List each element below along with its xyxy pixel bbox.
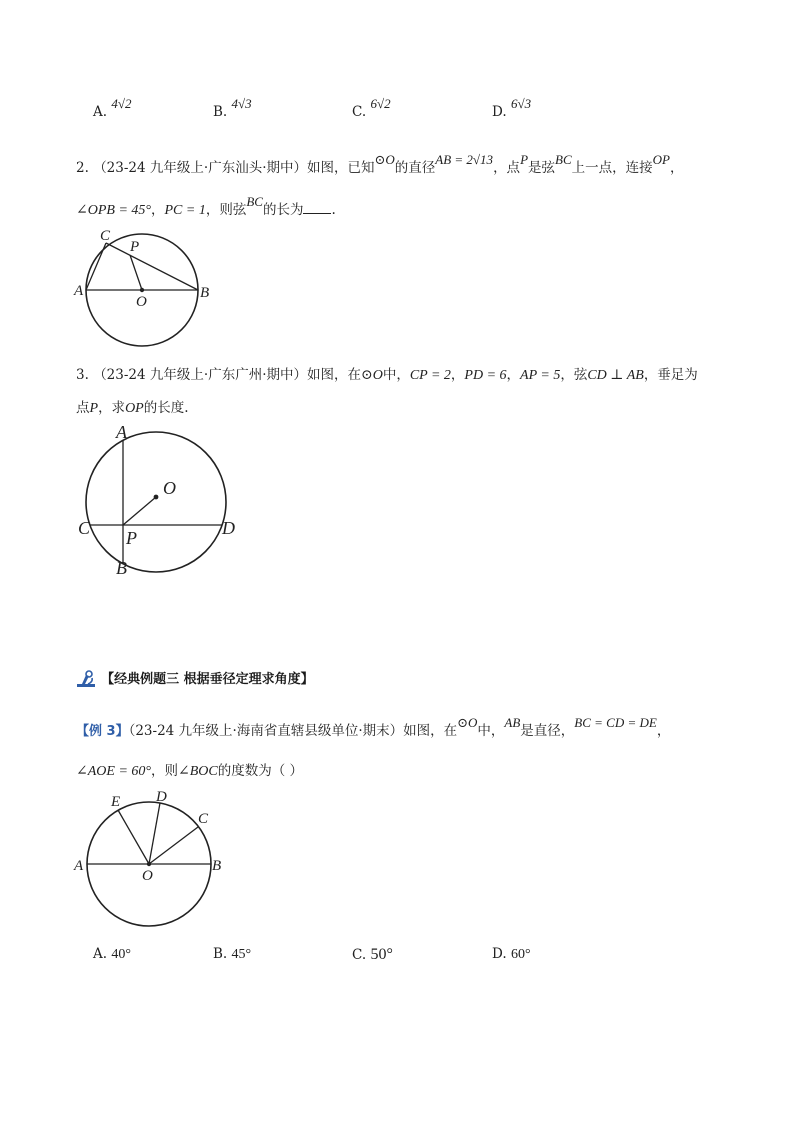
label-c: C — [100, 228, 111, 244]
section-heading: 【经典例题三 根据垂径定理求角度】 — [76, 668, 314, 688]
figure-q3 — [72, 422, 242, 582]
ex3-option-d[interactable]: D. 60° — [492, 946, 531, 962]
figure-ex3 — [70, 790, 235, 935]
center-point — [147, 862, 151, 866]
question-3-line-2: 点P，求OP的长度. — [76, 400, 189, 416]
option-c[interactable]: C. 6√2 — [352, 96, 391, 120]
chord-bc — [106, 243, 198, 290]
radius-oe — [118, 810, 149, 864]
label-p: P — [130, 239, 140, 255]
radius-od — [149, 803, 160, 864]
label-b: B — [116, 558, 127, 578]
segment-op — [123, 497, 156, 525]
option-d[interactable]: D. 6√3 — [492, 96, 532, 120]
label-p: P — [126, 528, 137, 548]
example-3-line-2: ∠AOE = 60°，则∠BOC的度数为（ ） — [76, 763, 304, 779]
question-2-line-2: ∠OPB = 45°，PC = 1，则弦BC的长为 . — [76, 194, 336, 218]
label-e: E — [111, 794, 121, 810]
label-c: C — [198, 811, 209, 827]
label-a: A — [116, 422, 127, 442]
label-a: A — [74, 283, 84, 299]
ex3-option-b[interactable]: B. 45° — [213, 946, 252, 962]
label-b: B — [212, 858, 222, 874]
label-d: D — [156, 790, 167, 805]
label-a: A — [74, 858, 84, 874]
label-b: B — [200, 285, 210, 301]
label-o: O — [142, 868, 153, 884]
option-a[interactable]: A. 4√2 — [93, 96, 132, 120]
label-o: O — [136, 294, 147, 310]
answer-blank[interactable] — [303, 201, 331, 214]
ex3-option-a[interactable]: A. 40° — [93, 946, 131, 962]
option-b[interactable]: B. 4√3 — [213, 96, 252, 120]
circle-o — [86, 432, 226, 572]
microscope-icon — [76, 670, 96, 688]
figure-q2 — [70, 222, 220, 357]
label-d: D — [222, 518, 235, 538]
ex3-option-c[interactable]: C. 50° — [352, 946, 393, 963]
question-2-line-1: 2. （23-24 九年级上·广东汕头·期中）如图，已知⊙O的直径AB = 2√13，点P是弦BC上一点，连接OP， — [76, 152, 684, 176]
segment-ac — [86, 243, 106, 290]
label-o: O — [163, 478, 176, 498]
center-point — [140, 288, 144, 292]
radius-oc — [149, 827, 198, 864]
center-point — [154, 495, 159, 500]
question-3-line-1: 3. （23-24 九年级上·广东广州·期中）如图，在⊙O中，CP = 2，PD = 6，AP = 5，弦CD ⊥ AB，垂足为 — [76, 367, 698, 383]
example-3-line-1: 【例 3】（23-24 九年级上·海南省直辖县级单位·期末）如图，在⊙O中，AB是直径，BC = CD = DE， — [76, 715, 671, 739]
label-c: C — [78, 518, 91, 538]
